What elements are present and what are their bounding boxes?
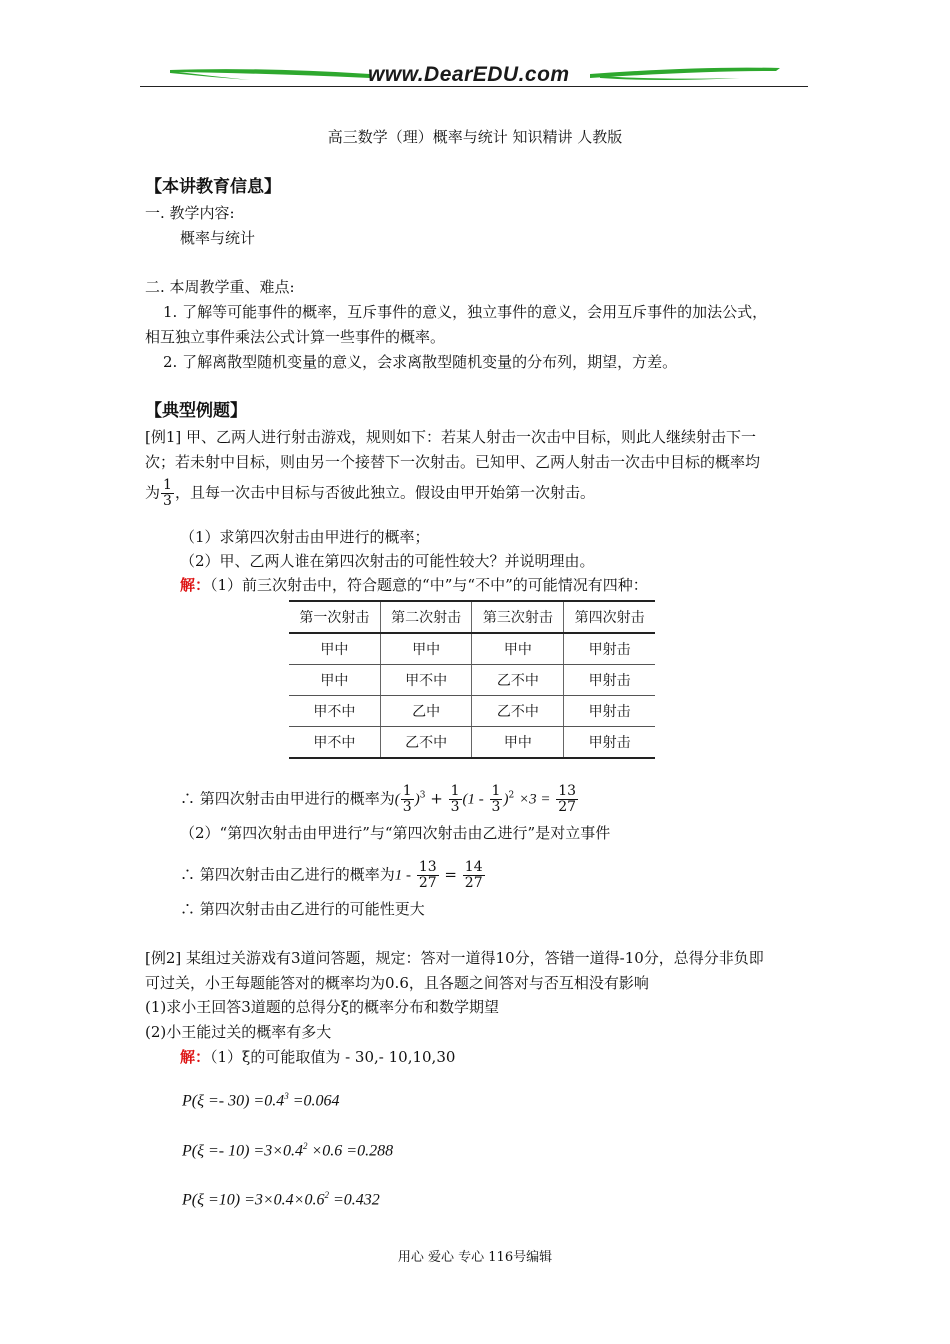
probability-3-exponent: 2	[324, 1190, 329, 1200]
result-1-exponent-b: 2	[508, 790, 515, 801]
fraction-denominator: 3	[163, 493, 172, 509]
probability-2-exponent: 2	[303, 1141, 308, 1151]
probability-line-2	[182, 1136, 393, 1161]
header-logo	[140, 62, 808, 92]
probability-line-1	[182, 1086, 340, 1111]
probability-1-exponent: 3	[284, 1091, 289, 1101]
fraction-denominator: 3	[491, 799, 501, 815]
key-point-2: 2. 了解离散型随机变量的意义，会求离散型随机变量的分布列，期望，方差。	[163, 353, 678, 371]
result-2-one-minus: 1 -	[394, 867, 412, 884]
probability-2-lhs: P(ξ =- 10) =3×0.4	[182, 1142, 303, 1160]
example-1-question-1: （1）求第四次射击由甲进行的概率；	[180, 528, 430, 546]
fraction-denominator: 27	[418, 875, 437, 891]
fraction-numerator: 13	[558, 783, 577, 799]
fraction-numerator: 13	[418, 859, 437, 875]
example-1-conclusion: ∴ 第四次射击由乙进行的可能性更大	[180, 900, 425, 918]
page-footer: 用心 爱心 专心 116号编辑	[397, 1250, 553, 1265]
fraction-numerator: 1	[450, 783, 460, 799]
table-cell: 甲射击	[564, 727, 655, 759]
table-header-cell: 第二次射击	[380, 601, 472, 633]
teaching-content-label: 一. 教学内容:	[145, 204, 235, 222]
probability-1-rhs: =0.064	[288, 1092, 340, 1110]
result-1-exponent-a: 3	[419, 790, 426, 801]
table-row	[289, 696, 655, 727]
example-1-line-3-prefix: 为	[145, 483, 161, 502]
result-1-fraction-a	[401, 784, 414, 815]
solution-label: 解：	[180, 1048, 211, 1066]
table-cell: 甲中	[472, 633, 564, 665]
teaching-content-text: 概率与统计	[180, 229, 256, 247]
result-1-equation: ∴ 第四次射击由甲进行的概率为( $\frac{1}{3}$ )$^3$ + $\frac{1}{3}$ (1 - $\frac{1}{3}$ )$^2$ ×3 = $\frac{13}{27}$	[180, 783, 577, 815]
table-cell: 甲中	[289, 665, 380, 696]
solution-intro-text: （1）前三次射击中，符合题意的“中”与“不中”的可能情况有四种：	[210, 576, 648, 594]
fraction-denominator: 27	[558, 799, 577, 815]
example-1-solution-intro	[180, 575, 648, 595]
table-cell: 甲不中	[289, 696, 380, 727]
result-1-times: ×3 =	[518, 791, 551, 808]
table-header-row	[289, 601, 655, 633]
table-cell: 甲射击	[564, 665, 655, 696]
example-1-question-2: （2）甲、乙两人谁在第四次射击的可能性较大？并说明理由。	[180, 552, 595, 570]
section-heading-info: 【本讲教育信息】	[145, 177, 281, 197]
table-cell: 甲中	[380, 633, 472, 665]
table-row	[289, 665, 655, 696]
header-rule	[140, 86, 808, 87]
fraction-denominator: 3	[450, 799, 460, 815]
table-row	[289, 727, 655, 759]
example-1-line-3-suffix: ，且每一次击中目标与否彼此独立。假设由甲开始第一次射击。	[174, 483, 595, 502]
solution-intro-text: （1）ξ的可能取值为 - 30,- 10,10,30	[210, 1048, 456, 1066]
table-header-cell: 第一次射击	[289, 601, 380, 633]
result-2-equation	[180, 860, 486, 891]
table-cell: 乙不中	[472, 696, 564, 727]
table-cell: 乙不中	[472, 665, 564, 696]
result-2-fraction-b	[463, 860, 485, 891]
key-point-1-line-1: 1. 了解等可能事件的概率，互斥事件的意义，独立事件的意义，会用互斥事件的加法公式，	[163, 303, 768, 321]
example-2-solution-intro	[180, 1047, 455, 1067]
fraction-denominator: 3	[402, 799, 412, 815]
example-1-line-2: 次；若未射中目标，则由另一个接替下一次射击。已知甲、乙两人射击一次击中目标的概率均	[145, 453, 761, 471]
result-1-fraction-b	[449, 784, 462, 815]
logo-text: www.DearEDU.com	[368, 63, 570, 86]
fraction-denominator: 27	[464, 875, 483, 891]
table-cell: 乙中	[380, 696, 472, 727]
example-2-question-1: (1)求小王回答3道题的总得分ξ的概率分布和数学期望	[145, 998, 500, 1016]
table-cell: 乙不中	[380, 727, 472, 759]
result-1-fraction-c	[490, 784, 503, 815]
example-1-line-3	[145, 478, 595, 509]
probability-3-rhs: =0.432	[328, 1191, 380, 1209]
fraction-numerator: 1	[491, 783, 501, 799]
section-heading-examples: 【典型例题】	[145, 401, 247, 421]
part-2-statement: （2）“第四次射击由甲进行”与“第四次射击由乙进行”是对立事件	[180, 824, 611, 842]
example-2-question-2: (2)小王能过关的概率有多大	[145, 1023, 332, 1041]
table-cell: 甲中	[289, 633, 380, 665]
result-2-equals: =	[444, 865, 457, 884]
probability-line-3	[182, 1185, 380, 1210]
result-2-fraction-a	[417, 860, 439, 891]
fraction-numerator: 1	[163, 477, 172, 493]
result-1-text: ∴ 第四次射击由甲进行的概率为	[180, 789, 395, 808]
probability-1-lhs: P(ξ =- 30) =0.4	[182, 1092, 285, 1110]
shot-outcomes-table	[289, 600, 655, 759]
fraction-numerator: 1	[402, 783, 412, 799]
table-header-cell: 第三次射击	[472, 601, 564, 633]
fraction-numerator: 14	[464, 859, 483, 875]
table-cell: 甲不中	[289, 727, 380, 759]
key-points-label: 二. 本周教学重、难点:	[145, 278, 295, 296]
document-title: 高三数学（理）概率与统计 知识精讲 人教版	[327, 128, 623, 146]
example-2-line-1: [例2] 某组过关游戏有3道问答题，规定：答对一道得10分，答错一道得-10分，总得分非负即	[145, 949, 764, 967]
result-1-answer-fraction	[556, 784, 578, 815]
table-header-cell: 第四次射击	[564, 601, 655, 633]
probability-2-rhs: ×0.6 =0.288	[307, 1142, 394, 1160]
result-2-text: ∴ 第四次射击由乙进行的概率为	[180, 865, 395, 884]
table-cell: 甲射击	[564, 696, 655, 727]
solution-label: 解：	[180, 576, 211, 594]
key-point-1-line-2: 相互独立事件乘法公式计算一些事件的概率。	[145, 328, 446, 346]
example-2-line-2: 可过关，小王每题能答对的概率均为0.6，且各题之间答对与否互相没有影响	[145, 974, 649, 992]
example-1-line-1: [例1] 甲、乙两人进行射击游戏，规则如下：若某人射击一次击中目标，则此人继续射击下一	[145, 428, 757, 446]
table-row	[289, 633, 655, 665]
table-cell: 甲射击	[564, 633, 655, 665]
table-cell: 甲不中	[380, 665, 472, 696]
probability-fraction	[161, 478, 174, 509]
probability-3-lhs: P(ξ =10) =3×0.4×0.6	[182, 1191, 325, 1209]
table-cell: 甲中	[472, 727, 564, 759]
result-1-open-paren: (1 -	[462, 791, 484, 808]
result-1-plus: +	[430, 789, 443, 808]
